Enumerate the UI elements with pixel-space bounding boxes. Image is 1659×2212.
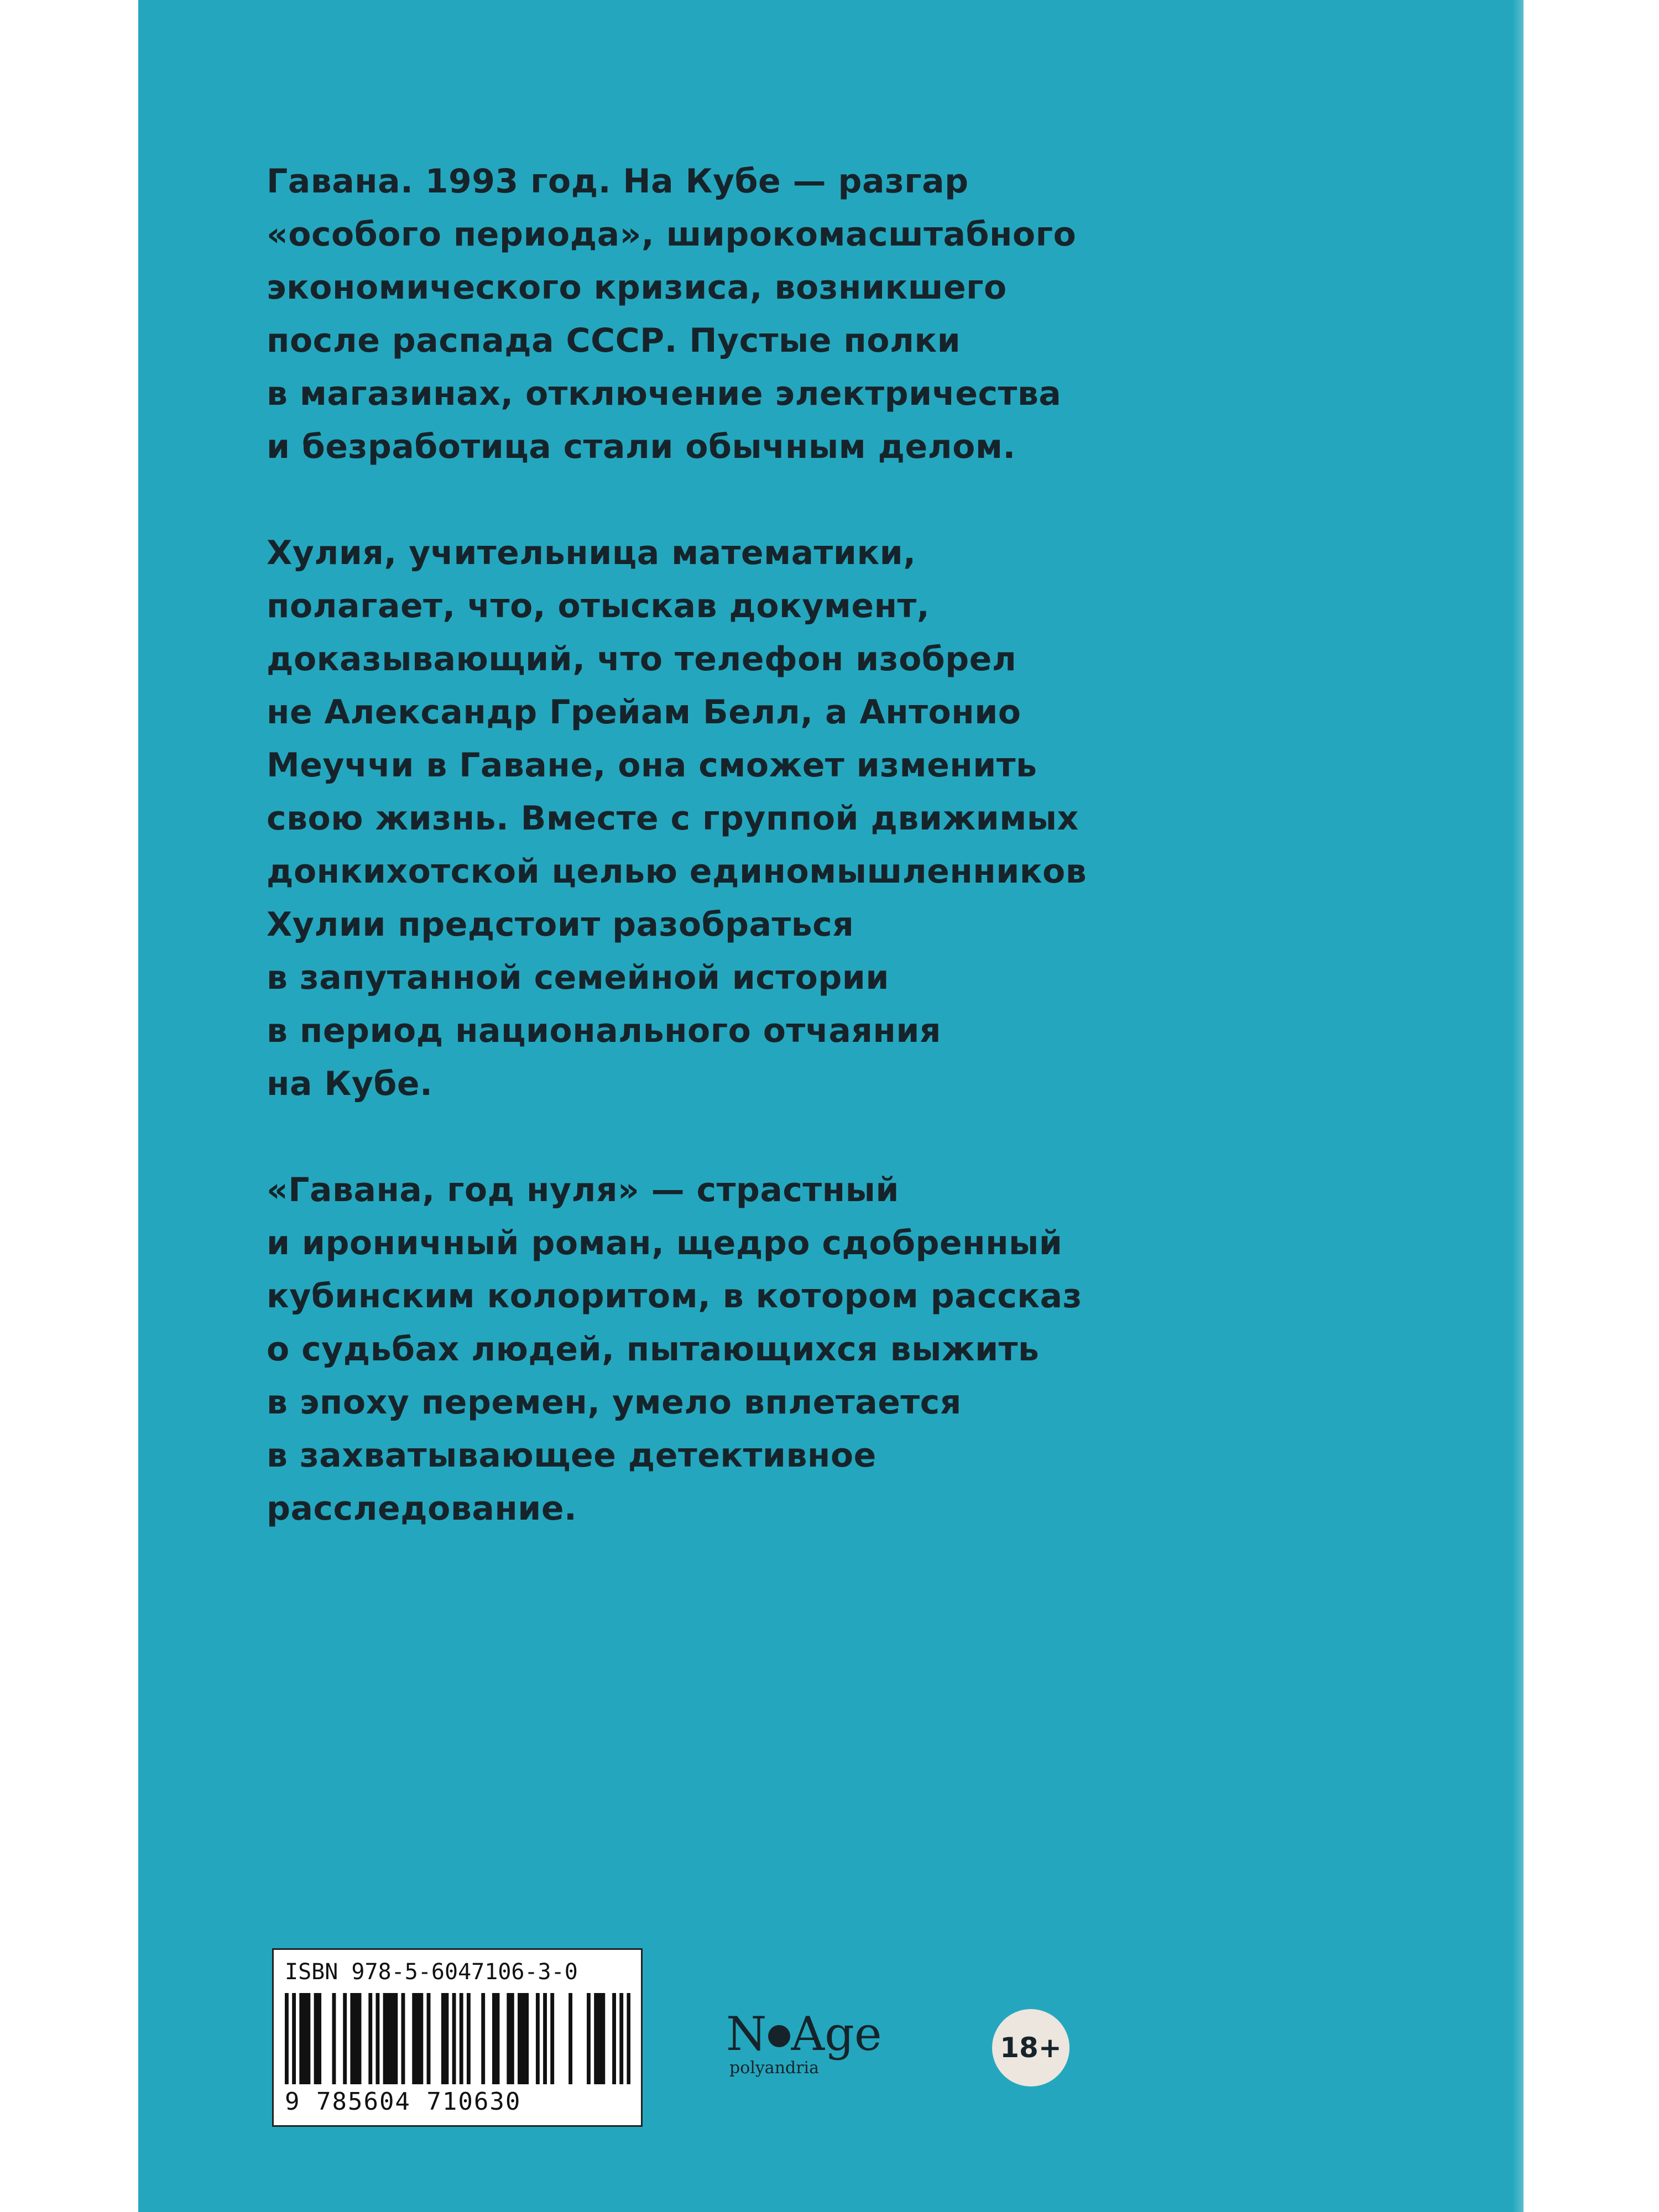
blurb-line: свою жизнь. Вместе с группой движимых: [267, 799, 1079, 838]
cover-edge: [1512, 0, 1524, 2212]
barcode-bar: [285, 1993, 289, 2084]
blurb-line: расследование.: [267, 1489, 577, 1528]
blurb-line: в магазинах, отключение электричества: [267, 374, 1062, 413]
barcode-bar: [507, 1993, 510, 2084]
barcode-bar: [383, 1993, 387, 2084]
barcode-bar: [412, 1993, 416, 2084]
logo-subtitle: polyandria: [729, 2058, 820, 2078]
barcode-bars: [285, 1993, 630, 2084]
barcode-bar: [510, 1993, 514, 2084]
barcode-bar: [419, 1993, 423, 2084]
barcode-bar: [354, 1993, 358, 2084]
barcode-digits: 9 785604 710630: [285, 2088, 521, 2116]
blurb-line: Хулия, учительница математики,: [267, 534, 916, 572]
blurb-line: на Кубе.: [267, 1065, 433, 1103]
blurb-line: не Александр Грейам Белл, а Антонио: [267, 693, 1021, 732]
barcode-bar: [299, 1993, 303, 2084]
barcode-bar: [521, 1993, 525, 2084]
barcode-bar: [627, 1993, 630, 2084]
barcode-bar: [467, 1993, 471, 2084]
blurb-paragraph-1: [267, 155, 1428, 473]
barcode-bar: [550, 1993, 554, 2084]
blurb-line: в эпоху перемен, умело вплетается: [267, 1383, 962, 1422]
barcode-bar: [460, 1993, 463, 2084]
barcode-bar: [441, 1993, 445, 2084]
blurb-line: доказывающий, что телефон изобрел: [267, 640, 1017, 679]
barcode-bar: [587, 1993, 591, 2084]
blurb-line: Гавана. 1993 год. На Кубе — разгар: [267, 162, 969, 201]
blurb-line: кубинским колоритом, в котором рассказ: [267, 1277, 1082, 1316]
blurb-line: в период национального отчаяния: [267, 1011, 941, 1050]
barcode-bar: [452, 1993, 456, 2084]
noage-wordmark: [726, 2009, 925, 2059]
blurb-line: и безработица стали обычным делом.: [267, 427, 1016, 466]
barcode-bar: [543, 1993, 547, 2084]
book-back-cover: [138, 0, 1524, 2212]
blurb-text: [267, 155, 1428, 1588]
blurb-line: и ироничный роман, щедро сдобренный: [267, 1224, 1063, 1262]
barcode-bar: [427, 1993, 431, 2084]
blurb-paragraph-2: [267, 526, 1428, 1110]
barcode-bar: [492, 1993, 496, 2084]
barcode-bar: [612, 1993, 616, 2084]
barcode-bar: [394, 1993, 398, 2084]
barcode-bar: [416, 1993, 420, 2084]
blurb-line: экономического кризиса, возникшего: [267, 268, 1007, 307]
blurb-paragraph-3: [267, 1164, 1428, 1535]
barcode-bar: [358, 1993, 362, 2084]
barcode-bar: [343, 1993, 347, 2084]
blurb-line: в захватывающее детективное: [267, 1436, 877, 1475]
blurb-line: Хулии предстоит разобраться: [267, 905, 854, 944]
isbn-label: ISBN 978-5-6047106-3-0: [285, 1959, 578, 1985]
barcode-bar: [306, 1993, 310, 2084]
barcode-bar: [314, 1993, 318, 2084]
barcode-bar: [390, 1993, 394, 2084]
barcode-bar: [481, 1993, 485, 2084]
barcode-bar: [536, 1993, 540, 2084]
barcode-bar: [525, 1993, 529, 2084]
blurb-line: после распада СССР. Пустые полки: [267, 321, 961, 360]
blurb-line: «Гавана, год нуля» — страстный: [267, 1171, 899, 1209]
barcode-bar: [303, 1993, 307, 2084]
barcode-bar: [401, 1993, 405, 2084]
barcode-bar: [317, 1993, 321, 2084]
blurb-line: «особого периода», широкомасштабного: [267, 215, 1077, 254]
barcode-bar: [594, 1993, 598, 2084]
barcode-bar: [375, 1993, 379, 2084]
blurb-line: полагает, что, отыскав документ,: [267, 587, 930, 625]
barcode-bar: [387, 1993, 390, 2084]
barcode-bar: [568, 1993, 572, 2084]
blurb-line: Меуччи в Гаване, она сможет изменить: [267, 746, 1037, 785]
logo-prefix: N: [726, 2007, 767, 2061]
publisher-logo: [726, 2009, 925, 2078]
barcode-bar: [332, 1993, 336, 2084]
barcode-bar: [619, 1993, 623, 2084]
age-rating-badge: 18+: [992, 2009, 1070, 2086]
barcode-bar: [496, 1993, 500, 2084]
logo-dot-icon: [768, 2025, 790, 2047]
barcode-bar: [518, 1993, 521, 2084]
barcode-bar: [598, 1993, 602, 2084]
barcode-bar: [445, 1993, 448, 2084]
barcode-bar: [601, 1993, 605, 2084]
barcode-bar: [368, 1993, 372, 2084]
blurb-line: в запутанной семейной истории: [267, 958, 889, 997]
barcode-bar: [292, 1993, 296, 2084]
blurb-line: о судьбах людей, пытающихся выжить: [267, 1330, 1040, 1369]
logo-suffix: Age: [791, 2007, 882, 2061]
blurb-line: донкихотской целью единомышленников: [267, 852, 1087, 891]
barcode-bar: [350, 1993, 354, 2084]
isbn-barcode: [272, 1948, 643, 2127]
